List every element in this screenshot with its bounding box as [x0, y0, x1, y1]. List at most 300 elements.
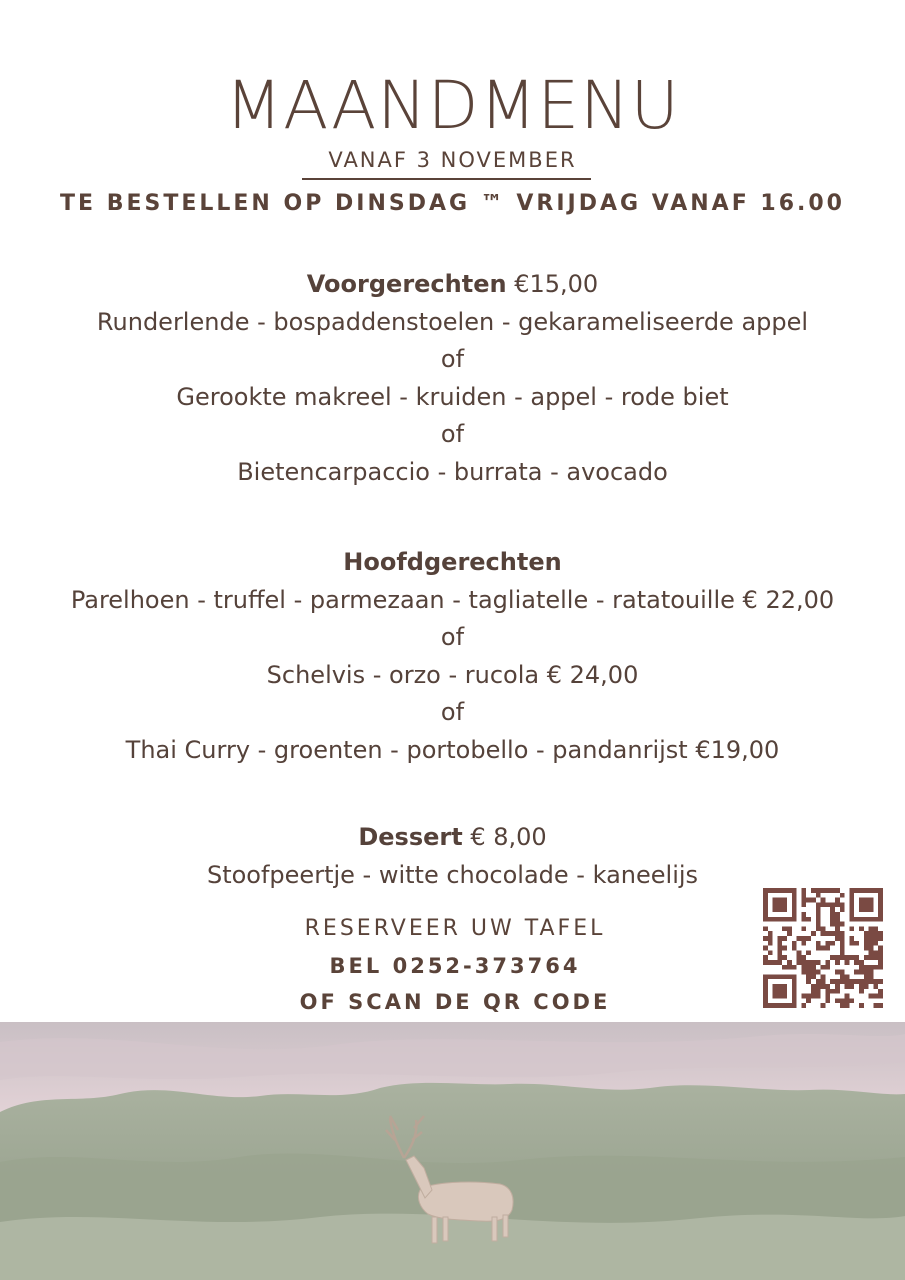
- qr-module: [821, 946, 826, 951]
- qr-code-icon[interactable]: [763, 888, 883, 1008]
- qr-module: [864, 931, 869, 936]
- qr-module: [792, 917, 797, 922]
- qr-module: [840, 931, 845, 936]
- qr-module: [821, 979, 826, 984]
- qr-module: [854, 955, 859, 960]
- qr-module: [878, 898, 883, 903]
- qr-module: [792, 941, 797, 946]
- qr-module: [763, 902, 768, 907]
- qr-module: [835, 936, 840, 941]
- starter-separator-2: of: [440, 420, 465, 448]
- qr-module: [830, 922, 835, 927]
- qr-module: [825, 984, 830, 989]
- qr-module: [840, 946, 845, 951]
- qr-module: [878, 979, 883, 984]
- qr-module: [869, 936, 874, 941]
- qr-module: [873, 917, 878, 922]
- qr-module: [777, 950, 782, 955]
- qr-module: [806, 960, 811, 965]
- qr-module: [773, 989, 778, 994]
- qr-module: [806, 998, 811, 1003]
- qr-module: [782, 955, 787, 960]
- qr-module: [873, 984, 878, 989]
- qr-module: [816, 994, 821, 999]
- qr-module: [773, 974, 778, 979]
- qr-module: [777, 907, 782, 912]
- qr-module: [869, 955, 874, 960]
- qr-module: [811, 994, 816, 999]
- qr-module: [777, 1003, 782, 1008]
- qr-module: [878, 931, 883, 936]
- qr-module: [878, 1003, 883, 1008]
- qr-module: [854, 917, 859, 922]
- qr-module: [878, 912, 883, 917]
- qr-module: [777, 917, 782, 922]
- subtitle-underline: [302, 178, 591, 180]
- starter-separator-1: of: [440, 345, 465, 373]
- qr-module: [768, 960, 773, 965]
- qr-module: [777, 902, 782, 907]
- qr-module: [811, 970, 816, 975]
- qr-module: [854, 979, 859, 984]
- qr-module: [806, 970, 811, 975]
- qr-module: [782, 898, 787, 903]
- qr-module: [792, 898, 797, 903]
- qr-module: [806, 950, 811, 955]
- qr-module: [773, 994, 778, 999]
- reservation-phone[interactable]: BEL 0252-373764: [329, 954, 581, 978]
- qr-module: [845, 984, 850, 989]
- qr-module: [787, 888, 792, 893]
- qr-module: [773, 984, 778, 989]
- qr-module: [797, 960, 802, 965]
- qr-module: [768, 941, 773, 946]
- qr-module: [773, 898, 778, 903]
- qr-module: [849, 955, 854, 960]
- qr-module: [830, 912, 835, 917]
- qr-module: [821, 931, 826, 936]
- page-subtitle: VANAF 3 NOVEMBER: [328, 148, 577, 172]
- qr-module: [878, 989, 883, 994]
- qr-module: [782, 989, 787, 994]
- qr-module: [869, 941, 874, 946]
- qr-module: [878, 955, 883, 960]
- qr-module: [840, 974, 845, 979]
- qr-module: [768, 917, 773, 922]
- qr-module: [864, 907, 869, 912]
- qr-module: [806, 974, 811, 979]
- qr-module: [849, 888, 854, 893]
- qr-module: [777, 936, 782, 941]
- qr-module: [777, 955, 782, 960]
- qr-module: [768, 888, 773, 893]
- qr-module: [768, 974, 773, 979]
- qr-module: [797, 950, 802, 955]
- qr-module: [768, 931, 773, 936]
- qr-module: [763, 898, 768, 903]
- starter-option-1: Runderlende - bospaddenstoelen - gekarameliseerde appel: [96, 307, 809, 336]
- qr-module: [777, 974, 782, 979]
- qr-module: [811, 898, 816, 903]
- qr-module: [782, 984, 787, 989]
- qr-module: [878, 888, 883, 893]
- qr-module: [816, 941, 821, 946]
- qr-module: [878, 902, 883, 907]
- qr-module: [821, 974, 826, 979]
- qr-module: [830, 941, 835, 946]
- qr-module: [830, 907, 835, 912]
- qr-module: [816, 922, 821, 927]
- qr-module: [825, 989, 830, 994]
- qr-module: [835, 984, 840, 989]
- qr-module: [773, 907, 778, 912]
- qr-module: [864, 917, 869, 922]
- qr-module: [830, 917, 835, 922]
- qr-module: [854, 888, 859, 893]
- qr-module: [854, 941, 859, 946]
- qr-module: [835, 888, 840, 893]
- qr-module: [763, 936, 768, 941]
- qr-module: [816, 979, 821, 984]
- dessert-heading-line: [0, 819, 905, 857]
- qr-module: [859, 960, 864, 965]
- qr-module: [835, 926, 840, 931]
- qr-module: [801, 898, 806, 903]
- qr-module: [773, 917, 778, 922]
- qr-module: [816, 893, 821, 898]
- qr-module: [801, 893, 806, 898]
- qr-module: [768, 936, 773, 941]
- mains-section: [0, 544, 905, 769]
- qr-module: [825, 888, 830, 893]
- qr-module: [806, 994, 811, 999]
- qr-module: [816, 907, 821, 912]
- qr-module: [859, 1003, 864, 1008]
- mains-heading-line: [0, 544, 905, 582]
- qr-module: [864, 970, 869, 975]
- qr-module: [792, 946, 797, 951]
- qr-module: [782, 946, 787, 951]
- qr-module: [859, 917, 864, 922]
- qr-module: [763, 989, 768, 994]
- qr-module: [859, 907, 864, 912]
- qr-module: [878, 994, 883, 999]
- qr-module: [792, 998, 797, 1003]
- qr-module: [811, 984, 816, 989]
- dessert-heading: Dessert: [358, 823, 463, 851]
- qr-module: [864, 979, 869, 984]
- qr-module: [830, 989, 835, 994]
- qr-module: [821, 902, 826, 907]
- qr-module: [869, 974, 874, 979]
- qr-module: [768, 1003, 773, 1008]
- starters-heading: Voorgerechten: [306, 270, 507, 298]
- qr-module: [869, 926, 874, 931]
- qr-module: [873, 888, 878, 893]
- qr-module: [801, 888, 806, 893]
- qr-module: [777, 898, 782, 903]
- qr-module: [763, 955, 768, 960]
- qr-module: [869, 994, 874, 999]
- qr-module: [835, 898, 840, 903]
- qr-module: [873, 936, 878, 941]
- qr-module: [840, 893, 845, 898]
- qr-module: [792, 994, 797, 999]
- qr-module: [763, 888, 768, 893]
- qr-module: [869, 907, 874, 912]
- qr-module: [873, 1003, 878, 1008]
- qr-module: [782, 917, 787, 922]
- qr-module: [859, 989, 864, 994]
- qr-module: [801, 926, 806, 931]
- qr-module: [878, 936, 883, 941]
- qr-module: [825, 965, 830, 970]
- qr-module: [801, 912, 806, 917]
- main-option-3: Thai Curry - groenten - portobello - pandanrijst €19,00: [125, 735, 780, 764]
- qr-module: [859, 979, 864, 984]
- qr-module: [845, 994, 850, 999]
- reservation-heading: RESERVEER UW TAFEL: [304, 916, 606, 941]
- qr-module: [864, 965, 869, 970]
- qr-module: [777, 994, 782, 999]
- qr-module: [835, 989, 840, 994]
- starter-option-3: Bietencarpaccio - burrata - avocado: [237, 457, 668, 486]
- qr-module: [792, 893, 797, 898]
- qr-module: [873, 941, 878, 946]
- qr-module: [806, 936, 811, 941]
- qr-module: [849, 979, 854, 984]
- qr-module: [864, 888, 869, 893]
- qr-module: [792, 984, 797, 989]
- qr-module: [777, 989, 782, 994]
- qr-module: [854, 970, 859, 975]
- qr-module: [801, 965, 806, 970]
- qr-module: [821, 965, 826, 970]
- qr-module: [830, 902, 835, 907]
- qr-module: [835, 902, 840, 907]
- qr-module: [763, 974, 768, 979]
- qr-module: [849, 926, 854, 931]
- starters-price: €15,00: [514, 270, 599, 298]
- qr-module: [878, 965, 883, 970]
- main-option-1: Parelhoen - truffel - parmezaan - tagliatelle - ratatouille € 22,00: [70, 585, 835, 614]
- qr-module: [869, 979, 874, 984]
- qr-module: [806, 965, 811, 970]
- qr-module: [797, 955, 802, 960]
- qr-module: [869, 931, 874, 936]
- qr-module: [873, 931, 878, 936]
- qr-module: [840, 941, 845, 946]
- qr-module: [806, 917, 811, 922]
- qr-module: [777, 888, 782, 893]
- qr-module: [835, 979, 840, 984]
- qr-module: [792, 965, 797, 970]
- qr-module: [825, 998, 830, 1003]
- qr-module: [859, 970, 864, 975]
- qr-module: [816, 888, 821, 893]
- main-separator-1: of: [440, 623, 465, 651]
- qr-module: [763, 960, 768, 965]
- qr-module: [816, 984, 821, 989]
- qr-module: [845, 979, 850, 984]
- qr-module: [801, 970, 806, 975]
- qr-module: [869, 965, 874, 970]
- qr-module: [849, 941, 854, 946]
- qr-module: [840, 950, 845, 955]
- qr-module: [816, 912, 821, 917]
- qr-module: [792, 888, 797, 893]
- qr-module: [792, 979, 797, 984]
- qr-module: [763, 926, 768, 931]
- qr-module: [782, 1003, 787, 1008]
- qr-module: [835, 998, 840, 1003]
- qr-module: [801, 955, 806, 960]
- qr-module: [801, 902, 806, 907]
- qr-module: [835, 955, 840, 960]
- qr-module: [806, 898, 811, 903]
- qr-module: [864, 902, 869, 907]
- qr-module: [782, 902, 787, 907]
- dessert-option-1: Stoofpeertje - witte chocolade - kaneelijs: [206, 860, 699, 889]
- qr-module: [849, 998, 854, 1003]
- qr-module: [849, 907, 854, 912]
- qr-module: [859, 898, 864, 903]
- qr-module: [801, 917, 806, 922]
- qr-module: [825, 902, 830, 907]
- qr-module: [782, 936, 787, 941]
- qr-module: [763, 1003, 768, 1008]
- qr-module: [787, 917, 792, 922]
- qr-module: [845, 1003, 850, 1008]
- qr-module: [835, 970, 840, 975]
- qr-module: [782, 907, 787, 912]
- qr-module: [768, 950, 773, 955]
- qr-module: [777, 941, 782, 946]
- qr-module: [873, 926, 878, 931]
- qr-module: [845, 998, 850, 1003]
- qr-module: [840, 998, 845, 1003]
- qr-module: [816, 917, 821, 922]
- qr-module: [792, 907, 797, 912]
- qr-module: [787, 965, 792, 970]
- qr-module: [816, 926, 821, 931]
- qr-module: [811, 960, 816, 965]
- qr-module: [821, 898, 826, 903]
- qr-module: [830, 979, 835, 984]
- qr-module: [816, 989, 821, 994]
- deer-landscape-photo: [0, 1022, 905, 1280]
- qr-module: [787, 926, 792, 931]
- qr-module: [864, 898, 869, 903]
- qr-module: [869, 950, 874, 955]
- qr-module: [763, 907, 768, 912]
- main-separator-2: of: [440, 698, 465, 726]
- qr-module: [777, 960, 782, 965]
- qr-module: [864, 936, 869, 941]
- qr-module: [816, 946, 821, 951]
- qr-module: [825, 941, 830, 946]
- qr-module: [873, 965, 878, 970]
- qr-module: [825, 931, 830, 936]
- qr-module: [806, 979, 811, 984]
- order-info: TE BESTELLEN OP DINSDAG ™ VRIJDAG VANAF 16.00: [60, 191, 845, 216]
- qr-module: [830, 931, 835, 936]
- qr-module: [869, 970, 874, 975]
- qr-module: [849, 936, 854, 941]
- starter-option-2: Gerookte makreel - kruiden - appel - rode biet: [176, 382, 729, 411]
- qr-module: [878, 893, 883, 898]
- qr-module: [859, 926, 864, 931]
- reservation-qr-text: OF SCAN DE QR CODE: [299, 990, 611, 1014]
- qr-module: [763, 984, 768, 989]
- qr-module: [835, 931, 840, 936]
- qr-module: [864, 984, 869, 989]
- qr-module: [792, 974, 797, 979]
- qr-module: [777, 984, 782, 989]
- qr-module: [792, 1003, 797, 1008]
- qr-module: [787, 1003, 792, 1008]
- qr-module: [811, 931, 816, 936]
- qr-module: [811, 974, 816, 979]
- qr-module: [763, 893, 768, 898]
- qr-module: [869, 902, 874, 907]
- qr-module: [782, 974, 787, 979]
- qr-module: [811, 989, 816, 994]
- qr-module: [849, 893, 854, 898]
- qr-module: [763, 917, 768, 922]
- qr-module: [763, 994, 768, 999]
- page-title: MAANDMENU: [225, 67, 680, 144]
- qr-module: [811, 965, 816, 970]
- qr-module: [859, 902, 864, 907]
- qr-module: [801, 960, 806, 965]
- qr-module: [787, 931, 792, 936]
- qr-module: [811, 888, 816, 893]
- qr-module: [854, 960, 859, 965]
- qr-module: [801, 1003, 806, 1008]
- qr-module: [816, 970, 821, 975]
- qr-module: [878, 950, 883, 955]
- qr-module: [787, 960, 792, 965]
- qr-module: [830, 955, 835, 960]
- qr-module: [840, 902, 845, 907]
- qr-module: [849, 912, 854, 917]
- qr-module: [864, 941, 869, 946]
- qr-module: [873, 979, 878, 984]
- qr-module: [849, 902, 854, 907]
- qr-module: [864, 974, 869, 979]
- qr-module: [845, 960, 850, 965]
- qr-module: [782, 965, 787, 970]
- qr-module: [763, 946, 768, 951]
- qr-module: [835, 912, 840, 917]
- qr-module: [864, 946, 869, 951]
- qr-module: [773, 902, 778, 907]
- qr-module: [840, 970, 845, 975]
- qr-module: [830, 888, 835, 893]
- qr-module: [873, 955, 878, 960]
- qr-module: [840, 936, 845, 941]
- qr-module: [825, 994, 830, 999]
- dessert-section: [0, 819, 905, 894]
- qr-module: [821, 1003, 826, 1008]
- qr-module: [792, 902, 797, 907]
- qr-module: [801, 994, 806, 999]
- qr-module: [821, 926, 826, 931]
- qr-module: [782, 888, 787, 893]
- qr-module: [840, 922, 845, 927]
- qr-module: [773, 960, 778, 965]
